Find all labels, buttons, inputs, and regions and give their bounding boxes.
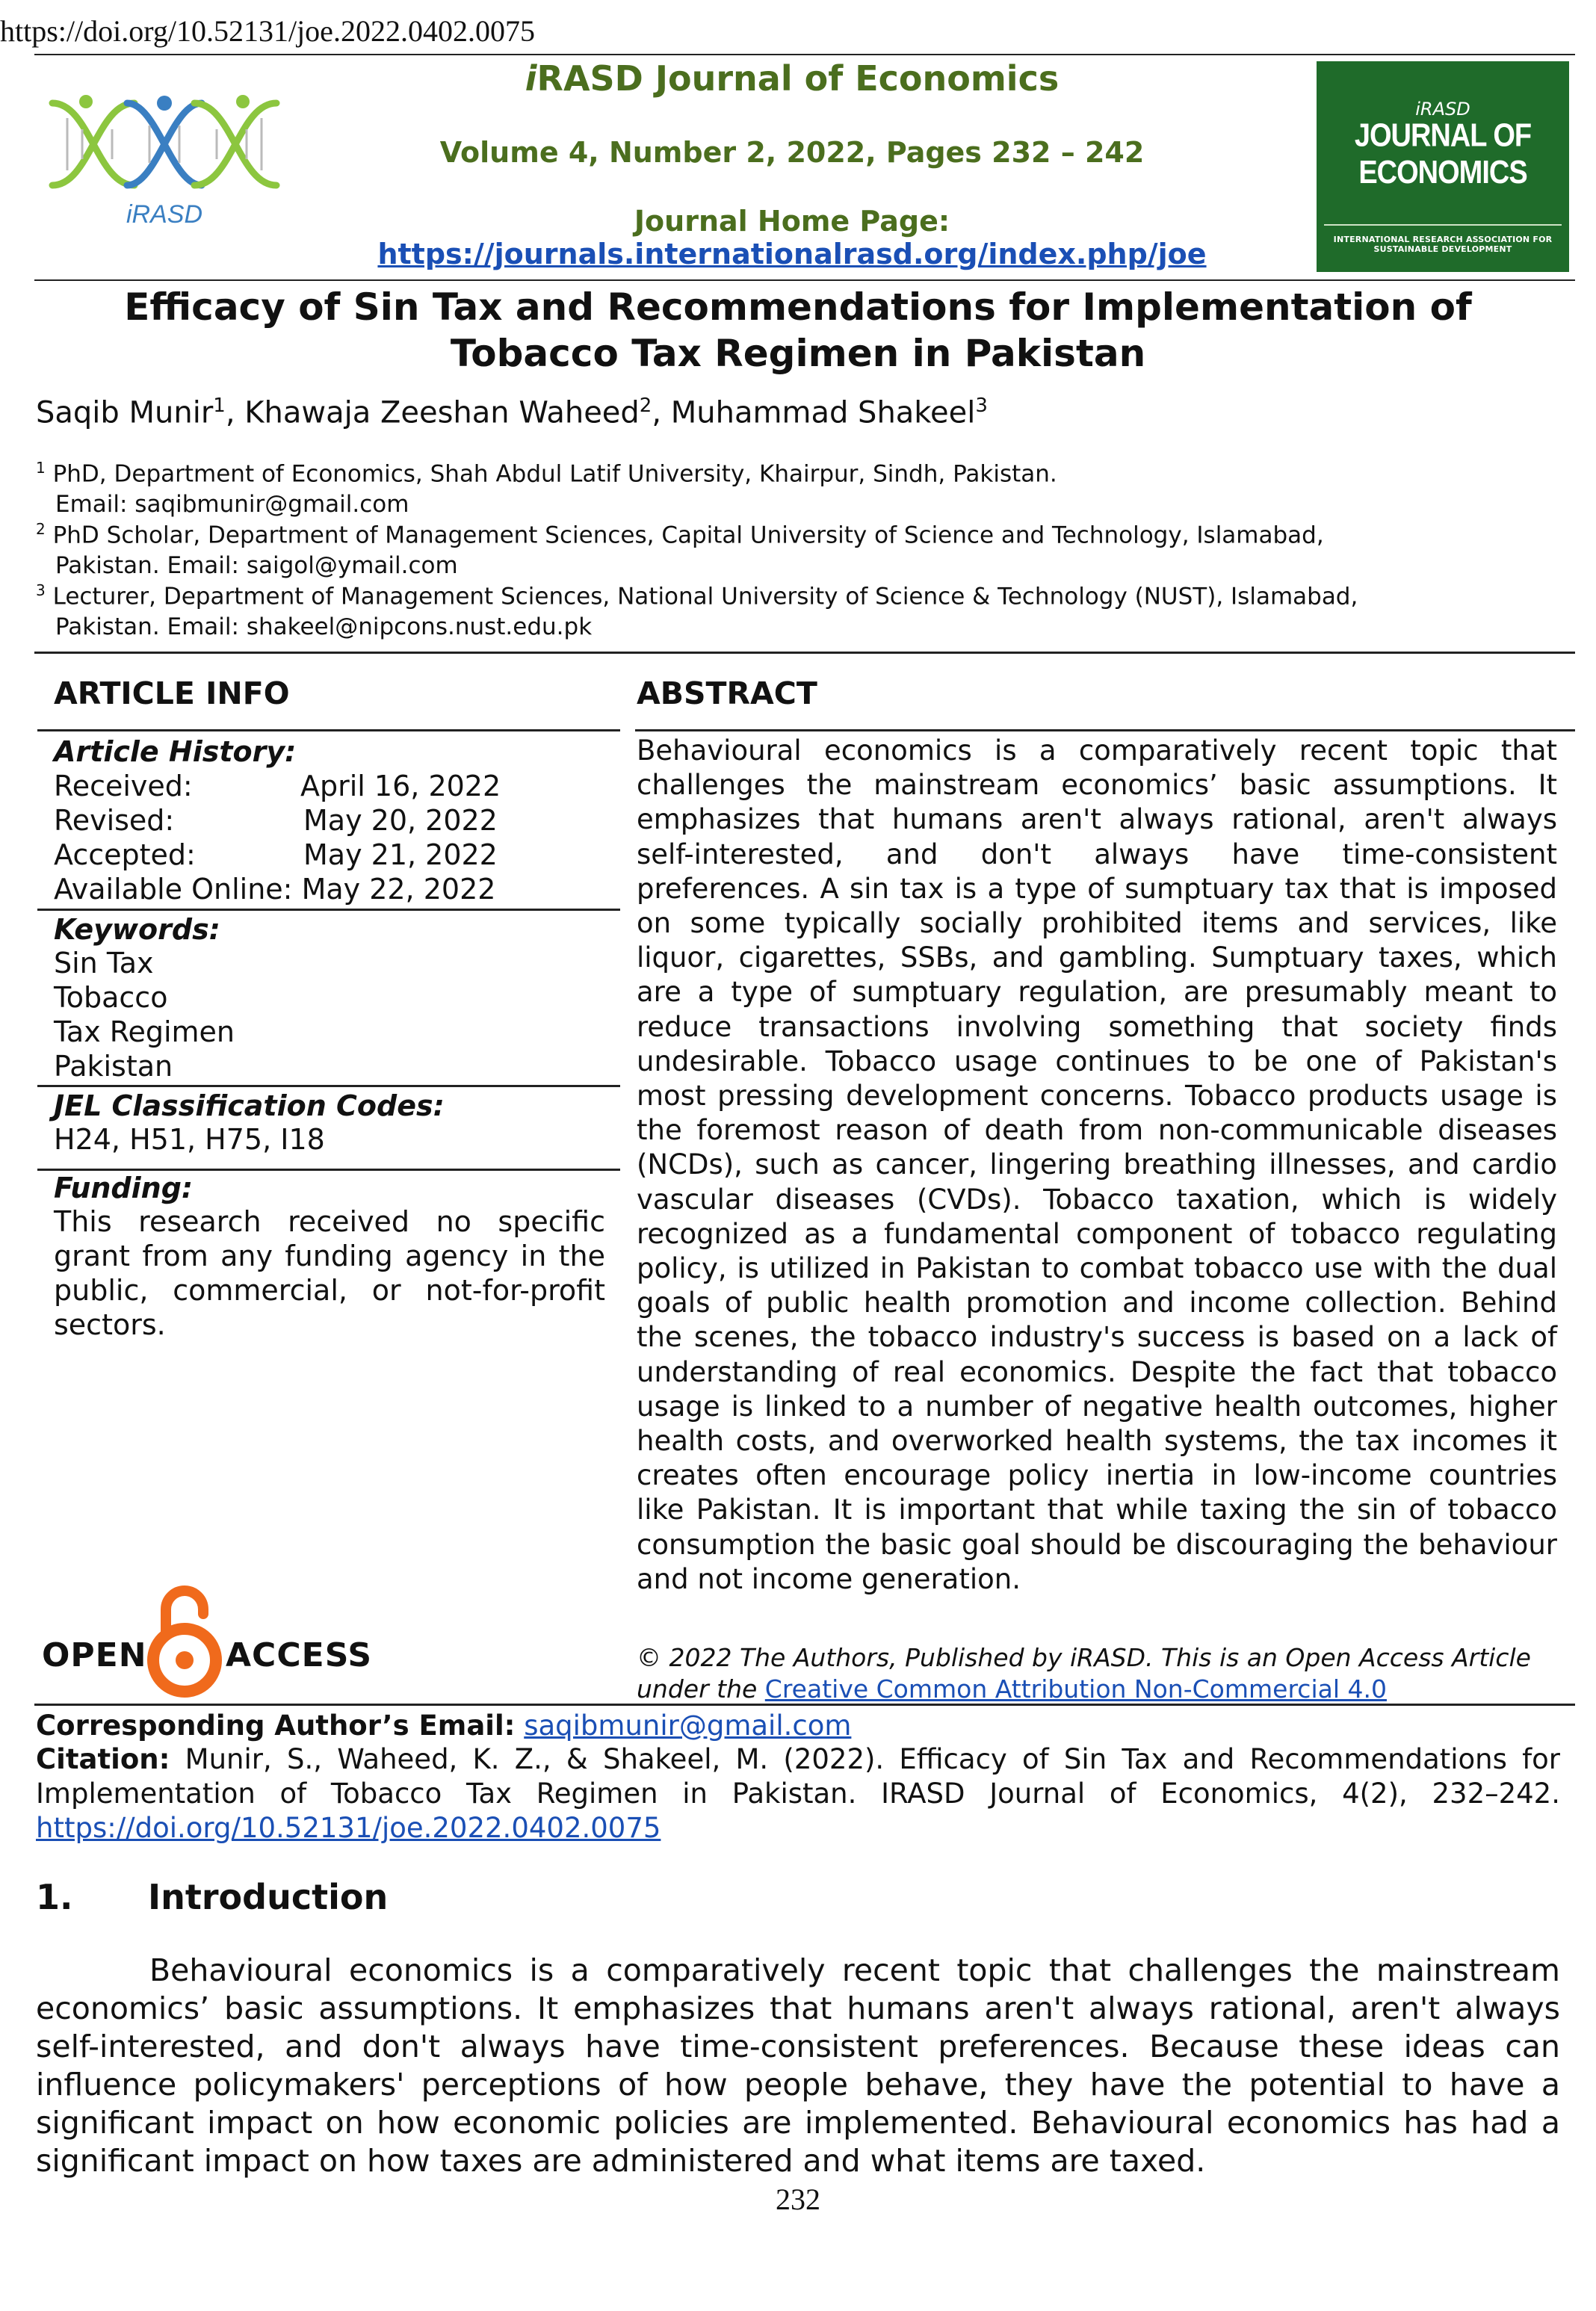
history-row-label: Accepted: [54, 838, 196, 871]
paper-title-line-2: Tobacco Tax Regimen in Pakistan [450, 332, 1146, 375]
correspondence-label: Corresponding Author’s Email: [36, 1710, 516, 1742]
affiliation-sup: 3 [36, 581, 46, 599]
corresponding-author [36, 1710, 851, 1742]
affiliation-line: PhD, Department of Economics, Shah Abdul Latif University, Khairpur, Sindh, Pakistan. [52, 460, 1057, 488]
keyword: Tobacco [54, 981, 168, 1014]
info-rule [37, 1169, 620, 1171]
doi-url-top[interactable]: https://doi.org/10.52131/joe.2022.0402.0075 [0, 14, 535, 48]
history-received [54, 770, 501, 802]
history-revised [54, 804, 498, 837]
cover-title: JOURNAL OF ECONOMICS [1354, 117, 1532, 191]
info-rule [37, 729, 620, 731]
citation-label: Citation: [36, 1743, 170, 1775]
page-number: 232 [776, 2182, 820, 2216]
affiliation-line: Lecturer, Department of Management Sciences, National University of Science & Technology (NUST), Islamabad, [52, 583, 1358, 610]
introduction-paragraph: Behavioural economics is a comparatively recent topic that challenges the mainstream economics’ basic assumptions. It emphasizes that humans aren't always rational, aren't always self-interested, and don't always have time-consistent preferences. Because these ideas can influence policymakers' perceptions of how people behave, they have the potential to have a significant impact on how economic policies are implemented. Behavioural economics has had a significant impact on how taxes are administered and what items are taxed. [36, 1952, 1560, 2179]
affiliation-email: Email: saqibmunir@gmail.com [55, 491, 409, 519]
history-row-label: Available Online: [54, 873, 293, 906]
open-access-lock-icon [143, 1580, 226, 1699]
abstract-text: Behavioural economics is a comparatively recent topic that challenges the mainstream economics’ basic assumptions. It emphasizes that humans aren't always rational, aren't always self-interested, and don't always have time-consistent preferences. A sin tax is a type of sumptuary tax that is imposed on some typically socially prohibited items and services, like liquor, cigarettes, SSBs, and gambling. Sumptuary taxes, which are a type of sumptuary regulation, are presumably meant to reduce transactions involving something that society finds undesirable. Tobacco usage continues to be one of Pakistan's most pressing development concerns. Tobacco products usage is the foremost reason of death from non-communicable diseases (NCDs), such as cancer, lingering breathing illnesses, and cardio vascular diseases (CVDs). Tobacco taxation, which is widely recognized as a fundamental component of tobacco regulating policy, is utilized in Pakistan to combat tobacco use with the dual goals of public health promotion and income collection. Behind the scenes, the tobacco industry's success is based on a lack of understanding of real economics. Despite the fact that tobacco usage is linked to a number of negative health outcomes, higher health costs, and overworked health systems, the tax incomes it creates often encourage policy inertia in low-income countries like Pakistan. It is important that while taxing the sin of tobacco consumption the basic goal should be discouraging the behaviour and not income generation. [637, 734, 1557, 1595]
logo-text: iRASD [126, 200, 203, 229]
affiliation-rule [34, 652, 1575, 654]
dna-logo-icon [45, 88, 284, 230]
history-row-label: Received: [54, 770, 193, 802]
paper-title [60, 284, 1536, 377]
homepage-link[interactable] [314, 238, 1270, 270]
header-rule [34, 279, 1575, 281]
author-name: Saqib Munir [36, 395, 214, 430]
funding-text: This research received no specific grant from any funding agency in the public, commercial, or not-for-profit sectors. [54, 1205, 605, 1341]
affiliation-3 [36, 575, 1553, 643]
open-access-access: ACCESS [226, 1636, 373, 1674]
affiliation-sup: 1 [36, 459, 46, 477]
authors: Saqib Munir$^1$, Khawaja Zeeshan Waheed$^2$, Muhammad Shakeel$^3$ [36, 395, 988, 430]
article-info-heading: ARTICLE INFO [54, 675, 290, 711]
homepage-url[interactable]: https://journals.internationalrasd.org/index.php/joe [377, 238, 1207, 270]
license-link[interactable]: Creative Common Attribution Non-Commercial 4.0 [764, 1674, 1387, 1704]
jel-label: JEL Classification Codes: [54, 1089, 445, 1122]
correspondence-email-link[interactable]: saqibmunir@gmail.com [524, 1710, 852, 1742]
affiliation-email: Pakistan. Email: saigol@ymail.com [55, 552, 458, 580]
history-row-value: May 22, 2022 [301, 873, 496, 906]
history-available-online [54, 873, 495, 906]
history-label: Article History: [54, 735, 297, 768]
citation-text: Munir, S., Waheed, K. Z., & Shakeel, M. (2022). Efficacy of Sin Tax and Recommendations for Implementation of Tobacco Tax Regimen in Pakistan. IRASD Journal of Economics, 4(2), 232–242. [36, 1743, 1560, 1810]
jel-codes: H24, H51, H75, I18 [54, 1123, 325, 1156]
cover-tagline: INTERNATIONAL RESEARCH ASSOCIATION FOR SUSTAINABLE DEVELOPMENT [1333, 235, 1553, 254]
section-title: Introduction [148, 1877, 389, 1917]
keyword: Pakistan [54, 1050, 173, 1083]
keyword: Sin Tax [54, 947, 154, 980]
journal-prefix: i [525, 58, 537, 99]
author-sup: 1 [213, 395, 226, 417]
info-rule [37, 909, 620, 911]
history-row-value: April 16, 2022 [300, 770, 501, 802]
affiliation-2 [36, 514, 1553, 581]
journal-name-rest: RASD Journal of Economics [536, 58, 1060, 99]
info-rule [37, 1085, 620, 1087]
journal-cover [1317, 61, 1569, 272]
journal-name [314, 58, 1270, 99]
affiliation-email: Pakistan. Email: shakeel@nipcons.nust.edu.pk [55, 613, 593, 641]
author-sup: 2 [639, 395, 652, 417]
keywords-list [54, 946, 235, 1083]
history-accepted [54, 838, 498, 871]
affiliation-sup: 2 [36, 520, 46, 538]
section-number: 1. [36, 1877, 73, 1917]
abstract-rule [635, 729, 1575, 731]
homepage-label: Journal Home Page: [634, 205, 950, 238]
author-name: Khawaja Zeeshan Waheed [244, 395, 640, 430]
history-row-value: May 21, 2022 [303, 838, 498, 871]
copyright-notice [637, 1642, 1563, 1705]
affiliation-1 [36, 453, 1553, 520]
history-row-label: Revised: [54, 804, 175, 837]
citation [36, 1742, 1560, 1846]
keyword: Tax Regimen [54, 1015, 235, 1048]
keywords-label: Keywords: [54, 913, 220, 946]
volume-line: Volume 4, Number 2, 2022, Pages 232 – 242 [439, 136, 1145, 169]
abstract-heading: ABSTRACT [637, 675, 817, 711]
section-heading-introduction [36, 1877, 388, 1917]
cover-divider [1324, 224, 1562, 226]
author-name: Muhammad Shakeel [670, 395, 976, 430]
affiliation-line: PhD Scholar, Department of Management Sciences, Capital University of Science and Technology, Islamabad, [52, 522, 1324, 549]
irasd-logo [45, 88, 284, 230]
cover-subtitle: iRASD [1415, 99, 1470, 120]
paper-title-line-1: Efficacy of Sin Tax and Recommendations for Implementation of [124, 285, 1472, 329]
history-row-value: May 20, 2022 [303, 804, 498, 837]
author-sup: 3 [975, 395, 988, 417]
citation-doi-link[interactable]: https://doi.org/10.52131/joe.2022.0402.0075 [36, 1812, 661, 1844]
top-rule [34, 54, 1575, 55]
funding-label: Funding: [54, 1172, 194, 1204]
copyright-text: © 2022 The Authors, Published by iRASD. This is an Open Access Article under the [637, 1643, 1531, 1704]
correspondence-rule [34, 1704, 1575, 1706]
open-access-open: OPEN [42, 1636, 147, 1674]
